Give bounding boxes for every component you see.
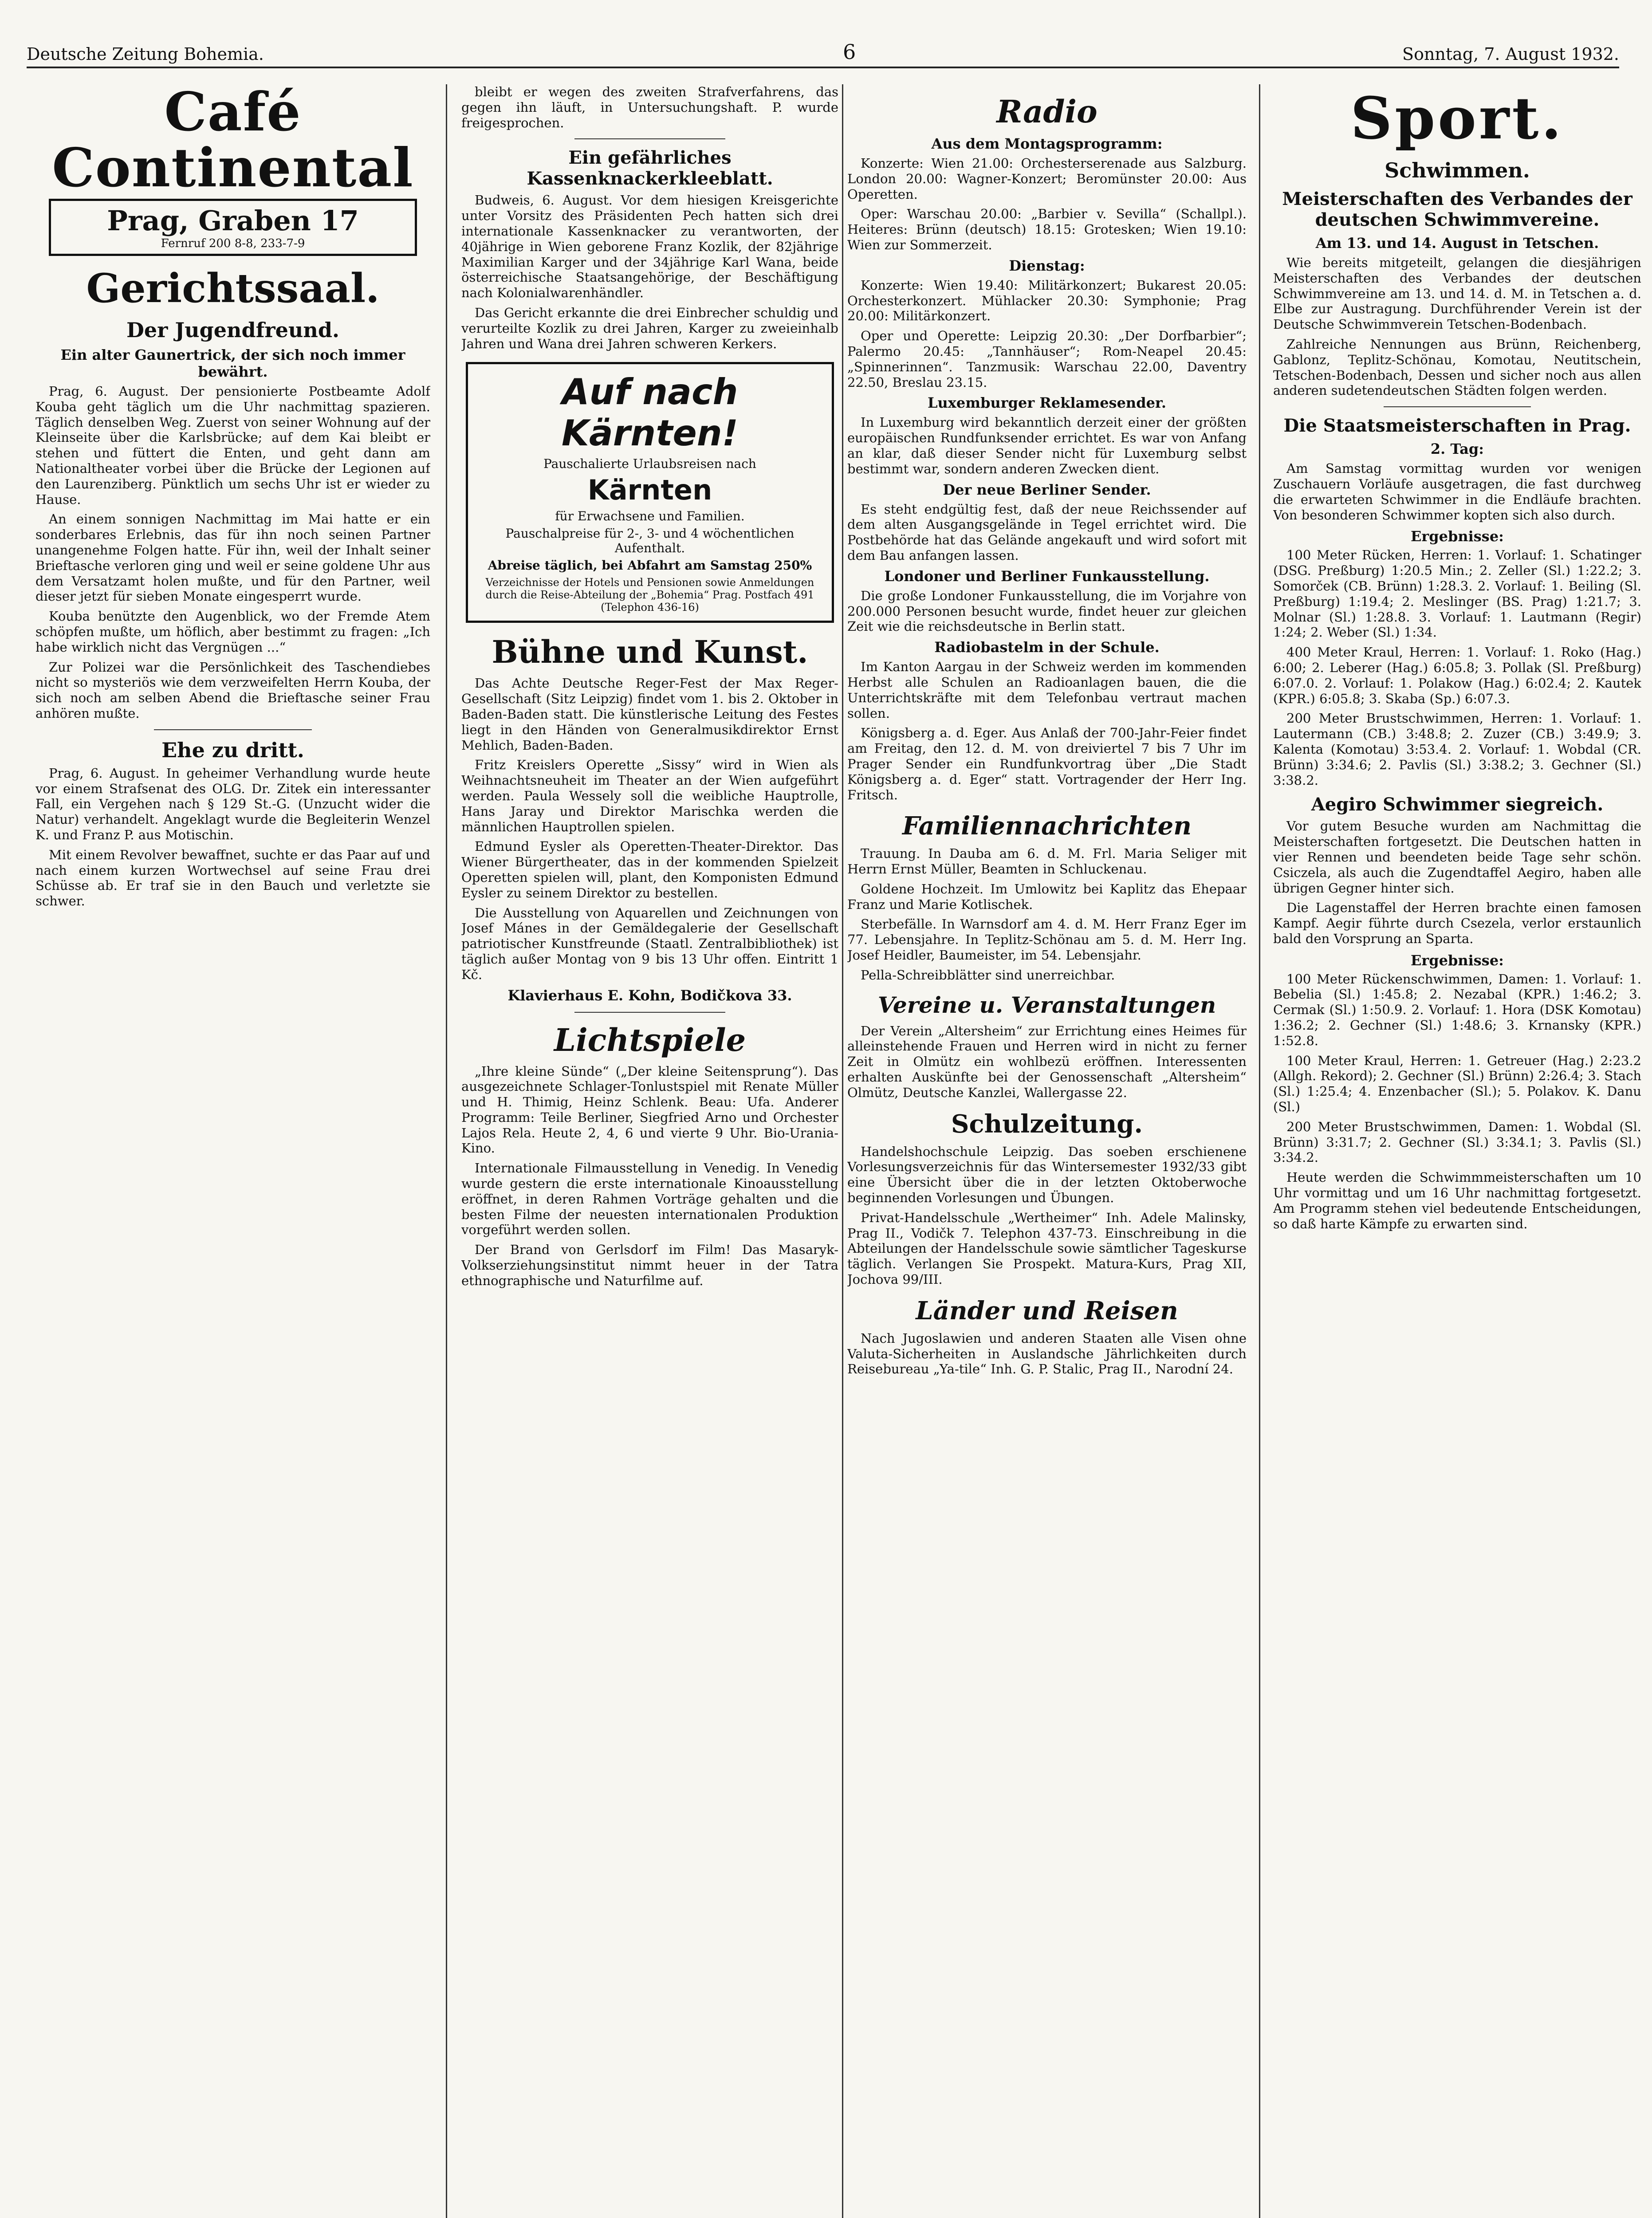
article-paragraph: An einem sonnigen Nachmittag im Mai hatte er ein sonderbares Erlebnis, das für ihn noch seinen Partner unangenehme Folgen hatte. Für ihn, weil der Inhalt seiner Brieftasche verloren ging und weil er seine goldene Uhr aus dem Versatzamt holen mußte, und für den Partner, weil dieser jetzt für sieben Monate eingesperrt wurde. [35, 511, 430, 604]
article-title: Der Jugendfreund. [126, 318, 339, 342]
newspaper-name: Deutsche Zeitung Bohemia. [27, 44, 264, 64]
article-paragraph: Die Lagenstaffel der Herren brachte einen famosen Kampf. Aegir führte durch Csezela, verlor erstaunlich bald den Vorsprung an Sparta. [1273, 900, 1641, 946]
article-subtitle: 2. Tag: [1430, 440, 1484, 458]
article-paragraph: Heute werden die Schwimmmeisterschaften um 10 Uhr vormittag und um 16 Uhr nachmittag fortgesetzt. Am Programm stehen viel bedeutende Entscheidungen, so daß harte Kämpfe zu erwarten sind. [1273, 1170, 1641, 1231]
article-paragraph: In Luxemburg wird bekanntlich derzeit einer der größten europäischen Rundfunksender errichtet. Es war von Anfang an klar, daß dieser Sender nicht für Luxemburg selbst bestimmt war, sondern anderen Zwecken dient. [847, 415, 1247, 476]
results-paragraph: 100 Meter Kraul, Herren: 1. Getreuer (Hag.) 2:23.2 (Allgh. Rekord); 2. Gechner (Sl.) Brünn) 2:26.4; 3. Stach (Sl.) 1:25.4; 4. Enzenbacher (Sl.); 5. Polakov. K. Danu (Sl.) [1273, 1053, 1641, 1115]
article-title: Radiobastelm in der Schule. [934, 639, 1160, 656]
travel-ad-departure: Abreise täglich, bei Abfahrt am Samstag 250% [488, 558, 812, 573]
column-2 [461, 84, 838, 2218]
article-paragraph: Prag, 6. August. Der pensionierte Postbeamte Adolf Kouba geht täglich um die Uhr nachmittag spazieren. Täglich denselben Weg. Zuerst von seiner Wohnung auf der Kleinseite über die Karlsbrücke; auf dem Kai bleibt er stehen und füttert die Enten, und geht dann am Nationaltheater vorbei über die Brücke der Legionen auf den Laurenziberg. Pünktlich um sechs Uhr ist er wieder zu Hause. [35, 384, 430, 507]
article-paragraph: Budweis, 6. August. Vor dem hiesigen Kreisgerichte unter Vorsitz des Präsidenten Pech hatten sich drei internationale Kassenknacker zu verantworten, der 40jährige in Wien geborene Franz Kozlik, der 82jährige Maximilian Karger und der 34jährige Karl Wana, beide österreichische Staatsangehörige, der Beschäftigung nach Kolonialwarenhändler. [461, 193, 838, 301]
article-subtitle: Ein alter Gaunertrick, der sich noch immer bewährt. [60, 346, 405, 380]
travel-ad-note: Verzeichnisse der Hotels und Pensionen sowie Anmeldungen durch die Reise-Abteilung der „Bohemia“ Prag. Postfach 491 (Telephon 436-16) [485, 576, 814, 614]
article-paragraph: Zahlreiche Nennungen aus Brünn, Reichenberg, Gablonz, Teplitz-Schönau, Komotau, Neutitschein, Tetschen-Bodenbach, Dessen und sicher noch aus allen anderen sudetendeutschen Städten folgen werden. [1273, 336, 1641, 398]
section-title-school: Schulzeitung. [951, 1109, 1143, 1139]
divider [1384, 406, 1531, 407]
article-paragraph: Der Verein „Altersheim“ zur Errichtung eines Heimes für alleinstehende Frauen und Herren wird in nicht zu ferner Zeit in Olmütz ein wohlbezü eröffnen. Interessenten erhalten Auskünfte bei der Genossenschaft „Altersheim“ Olmütz, Deutsche Kanzlei, Wallergasse 22. [847, 1023, 1247, 1100]
radio-listing: Konzerte: Wien 19.40: Militärkonzert; Bukarest 20.05: Orchesterkonzert. Mühlacker 20.30: Symphonie; Prag 20.00: Militärkonzert. [847, 277, 1247, 324]
article-paragraph: Handelshochschule Leipzig. Das soeben erschienene Vorlesungsverzeichnis für das Wintersemester 1932/33 gibt eine Übersicht über die in der letzten Oktoberwoche beginnenden Vorlesungen und Übungen. [847, 1144, 1247, 1206]
section-title-court: Gerichtssaal. [86, 265, 380, 312]
article-paragraph: Prag, 6. August. In geheimer Verhandlung wurde heute vor einem Strafsenat des OLG. Dr. Zitek ein interessanter Fall, ein Vergehen nach § 129 St.-G. (Unzucht wider die Natur) verhandelt. Angeklagt wurde die Begleiterin Wenzel K. und Franz P. aus Motischin. [35, 765, 430, 842]
article-title: Ein gefährliches Kassenknackerkleeblatt. [527, 147, 773, 189]
radio-listing: Oper und Operette: Leipzig 20.30: „Der Dorfbarbier“; Palermo 20.45: „Tannhäuser“; Rom-Neapel 20.45: „Spinnerinnen“. Tanzmusik: Warschau 22.00, Daventry 22.50, Breslau 23.15. [847, 328, 1247, 390]
radio-heading: Dienstag: [1009, 257, 1085, 274]
travel-ad-subtitle: Pauschalierte Urlaubsreisen nach [543, 456, 756, 472]
article-paragraph: Fritz Kreislers Operette „Sissy“ wird in Wien als Weihnachtsneuheit im Theater an der Wien aufgeführt werden. Paula Wessely soll die weibliche Hauptrolle, Hans Jaray und Direktor Marischka werden die männlichen Hauptrollen spielen. [461, 757, 838, 834]
article-paragraph: Königsberg a. d. Eger. Aus Anlaß der 700-Jahr-Feier findet am Freitag, den 12. d. M. von dreiviertel 7 bis 7 Uhr im Prager Sender ein Rundfunkvortrag über „Die Stadt Königsberg a. d. Eger“ statt. Vortragender der Herr Ing. Fritsch. [847, 725, 1247, 802]
cafe-ad-box [49, 199, 417, 256]
divider [154, 729, 312, 730]
radio-listing: Konzerte: Wien 21.00: Orchesterserenade aus Salzburg. London 20.00: Wagner-Konzert; Beromünster 20.00: Aus Operetten. [847, 156, 1247, 202]
article-paragraph: Wie bereits mitgeteilt, gelangen die diesjährigen Meisterschaften des Verbandes der deutschen Schwimmvereine am 13. und 14. d. M. in Tetschen a. d. Elbe zur Austragung. Durchführender Verein ist der Deutsche Schwimmverein Tetschen-Bodenbach. [1273, 255, 1641, 332]
article-paragraph: Sterbefälle. In Warnsdorf am 4. d. M. Herr Franz Eger im 77. Lebensjahre. In Teplitz-Schönau am 5. d. M. Herr Ing. Josef Heidler, Baumeister, im 54. Lebensjahr. [847, 916, 1247, 963]
article-paragraph: Goldene Hochzeit. Im Umlowitz bei Kaplitz das Ehepaar Franz und Marie Kotlischek. [847, 881, 1247, 912]
article-paragraph: Zur Polizei war die Persönlichkeit des Taschendiebes nicht so mysteriös wie dem verzweifelten Herrn Kouba, der sich noch am selben Abend die Brieftasche seiner Frau anhören mußte. [35, 659, 430, 721]
travel-ad [466, 362, 834, 623]
column-4 [1273, 84, 1641, 2218]
section-title-family: Familiennachrichten [902, 811, 1192, 841]
article-paragraph: Privat-Handelsschule „Wertheimer“ Inh. Adele Malinsky, Prag II., Vodičk 7. Telephon 437-73. Einschreibung in die Abteilungen der Handelsschule sowie sämtlicher Tageskurse täglich. Verlangen Sie Prospekt. Matura-Kurs, Prag XII, Jochova 99/III. [847, 1210, 1247, 1287]
article-paragraph: Das Gericht erkannte die drei Einbrecher schuldig und verurteilte Kozlik zu drei Jahren, Karger zu zweieinhalb Jahren und Wana drei Jahren schweren Kerkers. [461, 305, 838, 351]
article-paragraph: bleibt er wegen des zweiten Strafverfahrens, das gegen ihn läuft, in Untersuchungshaft. P. wurde freigesprochen. [461, 84, 838, 130]
article-paragraph: Das Achte Deutsche Reger-Fest der Max Reger-Gesellschaft (Sitz Leipzig) findet vom 1. bis 2. Oktober in Baden-Baden statt. Die künstlerische Leitung des Festes liegt in den Händen von Generalmusikdirektor Ernst Mehlich, Baden-Baden. [461, 676, 838, 753]
column-rule [842, 84, 843, 2218]
section-title-radio: Radio [996, 93, 1097, 130]
article-paragraph: Die Ausstellung von Aquarellen und Zeichnungen von Josef Mánes in der Gemäldegalerie der Gesellschaft patriotischer Kunstfreunde (Staatl. Zentralbibliothek) ist täglich außer Montag von 9 bis 13 Uhr offen. Eintritt 1 Kč. [461, 905, 838, 982]
article-paragraph: Der Brand von Gerlsdorf im Film! Das Masaryk-Volkserziehungsinstitut nimmt heuer in der Tatra ethnographische und Naturfilme auf. [461, 1242, 838, 1288]
travel-ad-title: Auf nach Kärnten! [561, 371, 739, 454]
article-paragraph: Es steht endgültig fest, daß der neue Reichssender auf dem alten Ausgangsgelände in Tegel errichtet wird. Die Postbehörde hat das Gelände angekauft und wird sofort mit dem Bau anfangen lassen. [847, 501, 1247, 563]
section-title-travel: Länder und Reisen [916, 1296, 1178, 1325]
article-paragraph: Internationale Filmausstellung in Venedig. In Venedig wurde gestern die erste internationale Kinoausstellung eröffnet, in deren Rahmen Vorträge gehalten und die besten Filme der neuesten internationalen Produktion vorgeführt werden sollen. [461, 1160, 838, 1238]
cafe-address: Prag, Graben 17 [107, 204, 359, 237]
article-title: Aegiro Schwimmer siegreich. [1311, 794, 1604, 815]
article-paragraph: Pella-Schreibblätter sind unerreichbar. [861, 967, 1115, 983]
travel-ad-destination: Kärnten [587, 474, 712, 507]
radio-listing: Oper: Warschau 20.00: „Barbier v. Sevilla“ (Schallpl.). Heiteres: Brünn (deutsch) 18.15: Grotesken; Wien 19.10: Wien zur Sommerzeit. [847, 206, 1247, 252]
page-number: 6 [843, 40, 856, 64]
section-title-associations: Vereine u. Veranstaltungen [877, 991, 1216, 1018]
issue-date: Sonntag, 7. August 1932. [1402, 44, 1619, 64]
results-paragraph: 400 Meter Kraul, Herren: 1. Vorlauf: 1. Roko (Hag.) 6:00; 2. Leberer (Hag.) 6:05.8; 3. Pollak (Sl. Preßburg) 6:07.0. 2. Vorlauf: 1. Polakow (Hag.) 6:02.4; 2. Kautek (KPR.) 6:05.8; 3. Skaba (Sp.) 6:07.3. [1273, 645, 1641, 706]
column-rule [446, 84, 447, 2218]
article-paragraph: Mit einem Revolver bewaffnet, suchte er das Paar auf und nach einem kurzen Wortwechsel auf seine Frau drei Schüsse ab. Er traf sie in den Bauch und verletzte sie schwer. [35, 847, 430, 909]
travel-ad-price: Pauschalpreise für 2-, 3- und 4 wöchentlichen Aufenthalt. [505, 526, 795, 556]
article-subtitle: Am 13. und 14. August in Tetschen. [1315, 235, 1599, 252]
radio-heading: Aus dem Montagsprogramm: [931, 135, 1163, 152]
article-title: Der neue Berliner Sender. [943, 481, 1151, 498]
article-title: Die Staatsmeisterschaften in Prag. [1283, 415, 1631, 437]
results-paragraph: 200 Meter Brustschwimmen, Damen: 1. Wobdal (Sl. Brünn) 3:31.7; 2. Gechner (Sl.) 3:34.1; 3. Pavlis (Sl.) 3:34.2. [1273, 1119, 1641, 1165]
piano-ad: Klavierhaus E. Kohn, Bodičkova 33. [507, 987, 792, 1004]
article-paragraph: Im Kanton Aargau in der Schweiz werden im kommenden Herbst alle Schulen an Radioanlagen bauen, die die Unterrichtskräfte mit dem Telefonbau vertraut machen sollen. [847, 659, 1247, 721]
section-title-cinema: Lichtspiele [554, 1021, 746, 1058]
article-paragraph: Am Samstag vormittag wurden vor wenigen Zuschauern Vorläufe ausgetragen, die fast durchweg die erwarteten Schwimmer in die Endläufe brachten. Von besonderen Schwimmer kopten sich also durch. [1273, 461, 1641, 523]
cafe-phone: Fernruf 200 8-8, 233-7-9 [161, 237, 305, 250]
section-title-stage: Bühne und Kunst. [492, 633, 808, 671]
article-paragraph: Nach Jugoslawien und anderen Staaten alle Visen ohne Valuta-Sicherheiten in Auslandsche Jährlichkeiten durch Reisebureau „Ya-tile“ Inh. G. P. Stalic, Prag II., Narodní 24. [847, 1330, 1247, 1377]
page-header [27, 35, 1619, 68]
column-1 [35, 84, 430, 2218]
results-heading: Ergebnisse: [1411, 952, 1504, 969]
results-paragraph: 100 Meter Rücken, Herren: 1. Vorlauf: 1. Schatinger (DSG. Preßburg) 1:20.5 Min.; 2. Zeller (Sl.) 1:22.2; 3. Somorček (CB. Brünn) 1:28.3. 2. Vorlauf: 1. Beiling (Sl. Preßburg) 1:19.4; 2. Meslinger (BS. Prag) 1:21.7; 3. Molnar (Sl.) 1:28.8. 3. Vorlauf: 1. Lautmann (Regir) 1:24; 2. Weber (Sl.) 1:34. [1273, 547, 1641, 640]
article-title: Meisterschaften des Verbandes der deutschen Schwimmvereine. [1282, 189, 1632, 230]
article-paragraph: Trauung. In Dauba am 6. d. M. Frl. Maria Seliger mit Herrn Ernst Müller, Beamten in Schluckenau. [847, 846, 1247, 877]
section-title-sport: Sport. [1350, 84, 1564, 152]
column-3 [847, 84, 1247, 2218]
article-paragraph: Edmund Eysler als Operetten-Theater-Direktor. Das Wiener Bürgertheater, das in der kommenden Spielzeit Operetten spielen will, plant, den Komponisten Edmund Eysler zu seinem Direktor zu bestellen. [461, 839, 838, 901]
results-heading: Ergebnisse: [1411, 528, 1504, 545]
results-paragraph: 200 Meter Brustschwimmen, Herren: 1. Vorlauf: 1. Lautermann (CB.) 3:48.8; 2. Zuzer (CB.) 3:49.9; 3. Kalenta (Komotau) 3:53.4. 2. Vorlauf: 1. Wobdal (CR. Brünn) 3:34.6; 2. Pavlis (Sl.) 3:38.2; 3. Gechner (Sl.) 3:38.2. [1273, 711, 1641, 788]
divider [574, 1012, 725, 1013]
article-title: Ehe zu dritt. [161, 738, 304, 762]
article-title: Luxemburger Reklamesender. [928, 394, 1166, 412]
cafe-ad-title: Café Continental [52, 84, 414, 199]
article-paragraph: Die große Londoner Funkausstellung, die im Vorjahre von 200.000 Personen besucht wurde, findet heuer zur gleichen Zeit wie die reichsdeutsche in Berlin statt. [847, 588, 1247, 634]
column-rule [1259, 84, 1260, 2218]
travel-ad-audience: für Erwachsene und Familien. [555, 509, 745, 524]
article-paragraph: Kouba benützte den Augenblick, wo der Fremde Atem schöpfen mußte, um höflich, aber bestimmt zu fragen: „Ich habe wirklich nicht das Vergnügen ...“ [35, 609, 430, 655]
article-title: Londoner und Berliner Funkausstellung. [884, 567, 1210, 585]
article-paragraph: Vor gutem Besuche wurden am Nachmittag die Meisterschaften fortgesetzt. Die Deutschen hatten in vier Rennen und beendeten beide Tage sehr schön. Csiczela, als auch die Zugendtaffel Aegiro, haben alle übrigen Gegner hinter sich. [1273, 818, 1641, 896]
results-paragraph: 100 Meter Rückenschwimmen, Damen: 1. Vorlauf: 1. Bebelia (Sl.) 1:45.8; 2. Nezabal (KPR.) 1:46.2; 3. Cermak (Sl.) 1:50.9. 2. Vorlauf: 1. Hora (DSK Komotau) 1:36.2; 2. Gechner (Sl.) 1:48.6; 3. Krnansky (KPR.) 1:52.8. [1273, 971, 1641, 1048]
divider [574, 138, 725, 139]
sport-subsection: Schwimmen. [1385, 158, 1530, 182]
article-paragraph: „Ihre kleine Sünde“ („Der kleine Seitensprung“). Das ausgezeichnete Schlager-Tonlustspiel mit Renate Müller und H. Thimig, Heinz Schlenk. Beau: Ufa. Anderer Programm: Teile Berliner, Siegfried Arno und Orchester Lajos Rela. Heute 2, 4, 6 und vierte 9 Uhr. Bio-Urania-Kino. [461, 1063, 838, 1156]
